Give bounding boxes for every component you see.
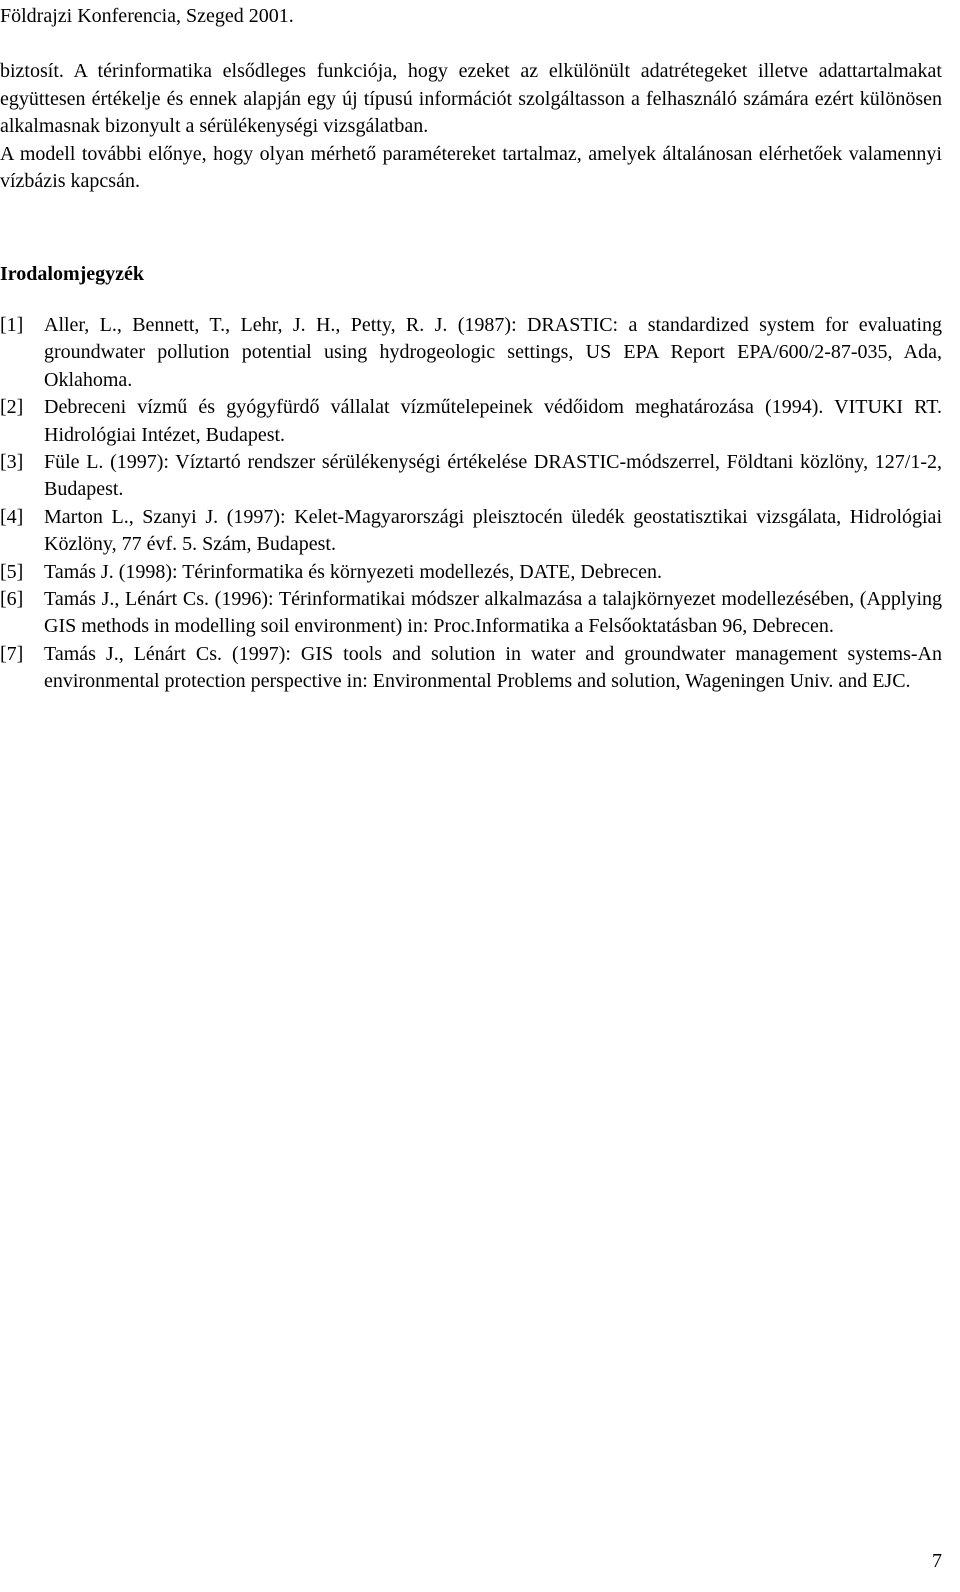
reference-number: [2] [0,396,24,419]
reference-number: [5] [0,560,24,583]
reference-number: [6] [0,588,24,611]
paragraph: biztosít. A térinformatika elsődleges funkciója, hogy ezeket az elkülönült adatrétegeket illetve adattartalmakat együttesen értékelje és ennek alapján egy új típusú információt szolgáltasson a felhasználó számára ezért különösen alkalmasnak bizonyult a sérülékenységi vizsgálatban. [0,60,942,137]
reference-item [0,312,942,394]
references-heading: Irodalomjegyzék [0,263,145,285]
running-header: Földrajzi Konferencia, Szeged 2001. [0,5,294,27]
reference-item [0,559,942,586]
paragraph: A modell további előnye, hogy olyan mérhető paramétereket tartalmaz, amelyek általánosan elérhetőek valamennyi vízbázis kapcsán. [0,142,942,192]
reference-text: Tamás J., Lénárt Cs. (1996): Térinformatikai módszer alkalmazása a talajkörnyezet modellezésében, (Applying GIS methods in modelling soil environment) in: Proc.Informatika a Felsőoktatásban 96, Debrecen. [44,588,942,638]
reference-number: [7] [0,642,24,665]
reference-text: Debreceni vízmű és gyógyfürdő vállalat vízműtelepeinek védőidom meghatározása (1994). VITUKI RT. Hidrológiai Intézet, Budapest. [44,396,942,446]
reference-text: Tamás J., Lénárt Cs. (1997): GIS tools and solution in water and groundwater management systems-An environmental protection perspective in: Environmental Problems and solution, Wageningen Univ. and EJC. [44,642,942,693]
reference-number: [4] [0,505,24,528]
body-text [0,58,942,196]
reference-item [0,394,942,449]
reference-list [0,312,942,696]
reference-text: Marton L., Szanyi J. (1997): Kelet-Magyarországi pleisztocén üledék geostatisztikai vizsgálata, Hidrológiai Közlöny, 77 évf. 5. Szám, Budapest. [44,505,942,556]
reference-item [0,641,942,696]
page-number: 7 [932,1550,942,1572]
reference-item [0,449,942,504]
reference-item [0,586,942,641]
reference-item [0,504,942,559]
reference-text: Tamás J. (1998): Térinformatika és környezeti modellezés, DATE, Debrecen. [44,560,663,583]
reference-text: Aller, L., Bennett, T., Lehr, J. H., Petty, R. J. (1987): DRASTIC: a standardized system for evaluating groundwater pollution potential using hydrogeologic settings, US EPA Report EPA/600/2-87-035, Ada, Oklahoma. [44,314,942,391]
reference-text: Füle L. (1997): Víztartó rendszer sérülékenységi értékelése DRASTIC-módszerrel, Földtani közlöny, 127/1-2, Budapest. [44,451,942,501]
reference-number: [3] [0,451,24,474]
reference-number: [1] [0,314,24,336]
